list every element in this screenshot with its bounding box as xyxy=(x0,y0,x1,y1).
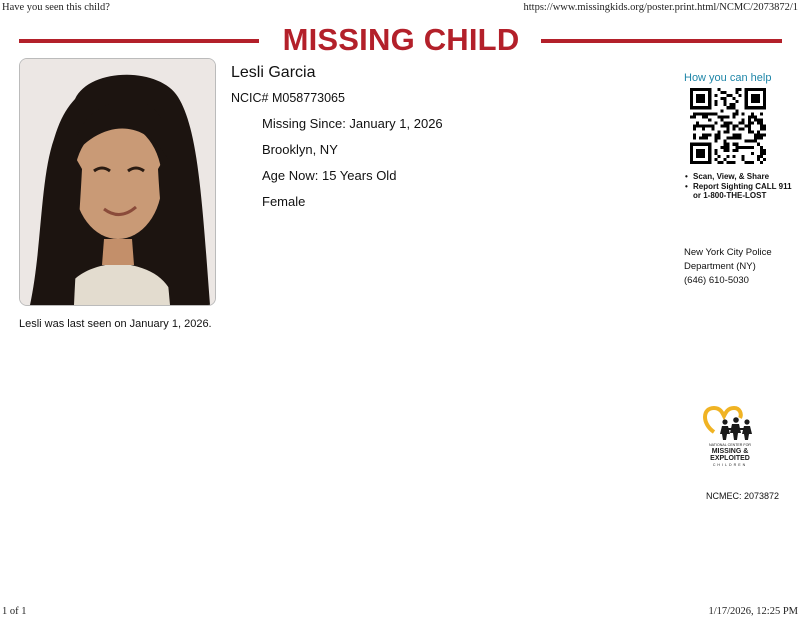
agency-name-line1: New York City Police xyxy=(684,247,772,258)
logo-line3: CHILDREN xyxy=(712,463,748,467)
logo-line1: MISSING & xyxy=(711,448,749,455)
poster-title: MISSING CHILD xyxy=(282,22,520,57)
last-seen-text: Lesli was last seen on January 1, 2026. xyxy=(19,318,212,330)
bullet-scan-share: • Scan, View, & Share xyxy=(684,172,794,182)
age-now: Age Now: 15 Years Old xyxy=(262,168,397,183)
ncmec-case-id: NCMEC: 2073872 xyxy=(706,491,780,501)
location: Brooklyn, NY xyxy=(262,142,338,157)
how-you-can-help-heading: How you can help xyxy=(684,72,772,84)
agency-contact xyxy=(684,246,796,288)
ncic-number: NCIC# M058773065 xyxy=(231,91,345,105)
print-header-url: https://www.missingkids.org/poster.print.html/NCMC/2073872/1 xyxy=(523,2,798,13)
qr-code[interactable] xyxy=(690,88,766,164)
agency-phone: (646) 610-5030 xyxy=(684,275,749,286)
sex: Female xyxy=(262,194,306,209)
child-photo-image xyxy=(20,59,215,305)
print-footer-timestamp: 1/17/2026, 12:25 PM xyxy=(708,606,798,617)
ncmec-logo xyxy=(700,404,760,468)
print-header-title: Have you seen this child? xyxy=(2,2,110,13)
bullet-report-sighting: • Report Sighting CALL 911 or 1-800-THE-LOST xyxy=(684,182,794,201)
missing-since: Missing Since: January 1, 2026 xyxy=(262,116,443,131)
print-footer-page: 1 of 1 xyxy=(2,606,27,617)
title-rule-right xyxy=(541,39,782,43)
help-bullets xyxy=(684,172,794,201)
qr-code-image xyxy=(690,88,766,164)
logo-line2: EXPLOITED xyxy=(710,455,750,462)
child-photo xyxy=(19,58,216,306)
title-rule-left xyxy=(19,39,259,43)
child-name: Lesli Garcia xyxy=(231,64,316,81)
logo-org-text: NATIONAL CENTER FOR xyxy=(709,443,751,447)
ncmec-logo-icon xyxy=(700,404,760,468)
agency-name-line2: Department (NY) xyxy=(684,261,756,272)
